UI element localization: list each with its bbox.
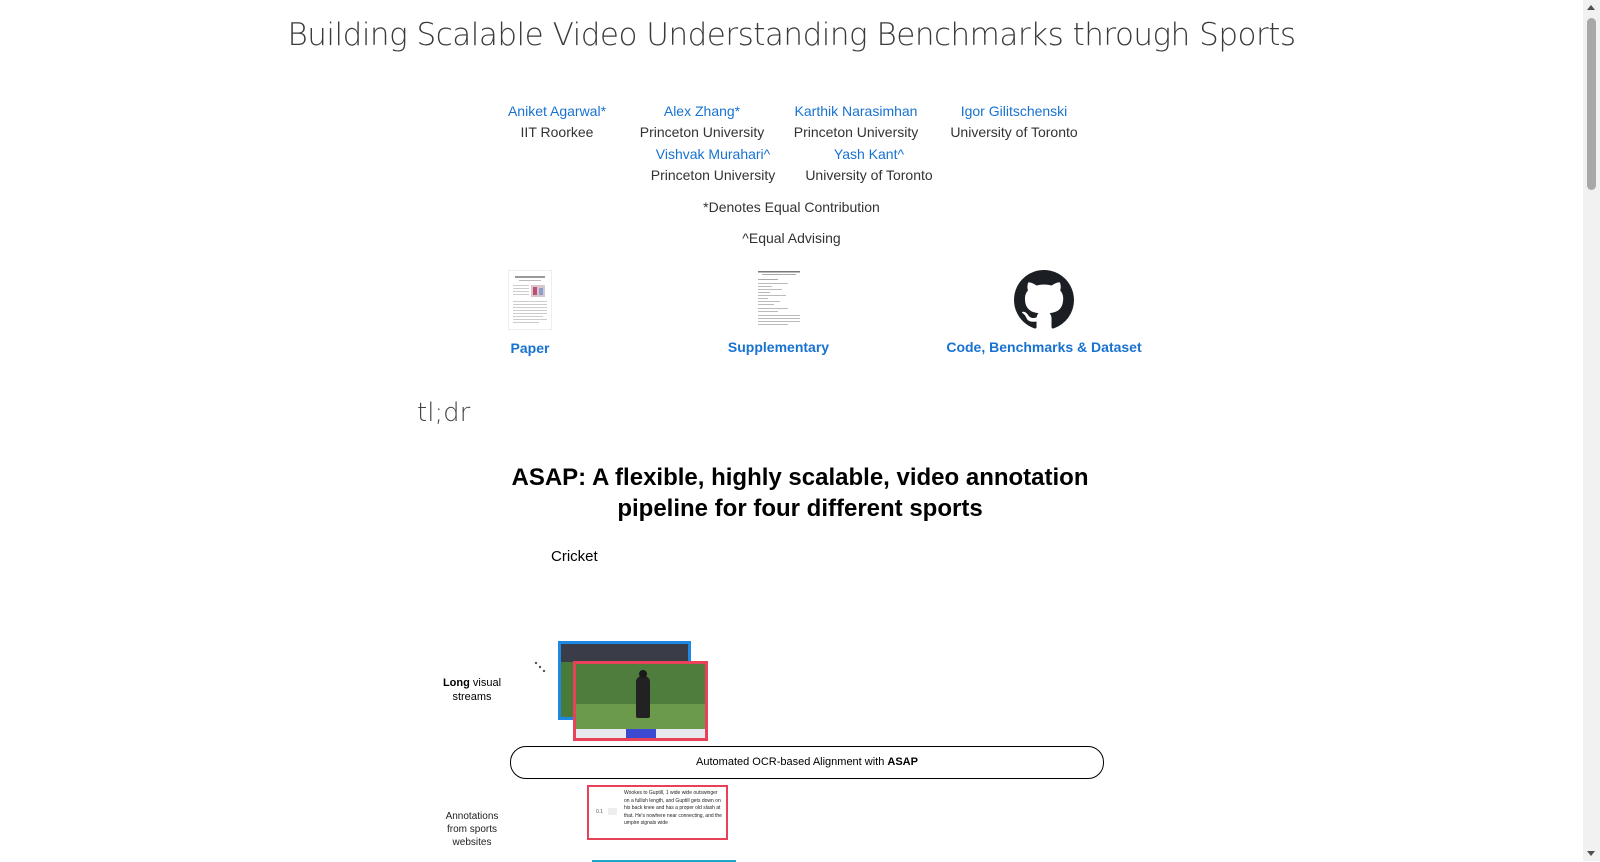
- pipeline-bold: ASAP: [887, 756, 918, 768]
- code-link[interactable]: Code, Benchmarks & Dataset: [946, 339, 1142, 355]
- author-link[interactable]: Igor Gilitschenski: [960, 103, 1068, 119]
- paper-link[interactable]: Paper: [510, 340, 550, 356]
- paper-thumbnail-icon[interactable]: [508, 270, 552, 330]
- author-link[interactable]: Vishvak Murahari^: [655, 146, 771, 162]
- author-link[interactable]: Alex Zhang*: [663, 103, 741, 119]
- video-frame-front: [573, 661, 708, 741]
- author-igor-gilitschenski: [942, 101, 1086, 143]
- equal-contribution-note: *Denotes Equal Contribution: [703, 199, 880, 215]
- page-title: Building Scalable Video Understanding Benchmarks through Sports: [287, 17, 1296, 53]
- author-link[interactable]: Yash Kant^: [833, 146, 905, 162]
- scroll-down-icon[interactable]: [1587, 851, 1595, 856]
- author-affiliation: Princeton University: [650, 167, 776, 183]
- author-affiliation: University of Toronto: [805, 167, 933, 183]
- author-affiliation: Princeton University: [639, 124, 765, 140]
- ellipsis-dots-icon: [533, 660, 549, 676]
- author-yash-kant: [797, 144, 941, 186]
- equal-advising-note: ^Equal Advising: [742, 230, 841, 246]
- author-affiliation: IIT Roorkee: [520, 124, 594, 140]
- scrollbar-thumb[interactable]: [1587, 18, 1596, 190]
- github-icon[interactable]: [1014, 270, 1074, 330]
- author-link[interactable]: Karthik Narasimhan: [794, 103, 918, 119]
- scroll-up-icon[interactable]: [1587, 5, 1595, 10]
- visual-streams-rest: visual streams: [452, 677, 502, 703]
- author-vishvak-murahari: [645, 144, 781, 186]
- alignment-pipeline-box: [510, 746, 1104, 779]
- figure-title: [0, 462, 1600, 524]
- annotation-card: [587, 785, 728, 840]
- supplementary-resource[interactable]: [711, 270, 846, 355]
- author-link[interactable]: Aniket Agarwal*: [507, 103, 607, 119]
- paper-resource[interactable]: [470, 270, 590, 356]
- scrollbar[interactable]: [1583, 0, 1600, 861]
- figure-title-text: ASAP: A flexible, highly scalable, video annotation pipeline for four different sports: [511, 464, 1089, 522]
- annotation-badge: [608, 808, 617, 815]
- supplementary-link[interactable]: Supplementary: [727, 339, 830, 355]
- annotations-label: Annotations from sports websites: [445, 811, 499, 848]
- annotation-text: Wookes to Guptill, 1 wide wide outswinger on a fullish length, and Guptill gets down on his back knee and has a proper old slash at that. He's nowhere near connecting, and the umpire signals wide: [624, 790, 722, 826]
- author-aniket-agarwal: [498, 101, 616, 143]
- author-alex-zhang: [634, 101, 770, 143]
- author-affiliation: University of Toronto: [950, 124, 1078, 140]
- visual-streams-bold: Long: [442, 677, 470, 689]
- supplementary-thumbnail-icon[interactable]: [754, 270, 804, 328]
- author-affiliation: Princeton University: [793, 124, 919, 140]
- author-karthik-narasimhan: [788, 101, 924, 143]
- pipeline-text: Automated OCR-based Alignment with: [696, 756, 888, 768]
- visual-streams-label: [436, 676, 508, 704]
- code-resource[interactable]: [944, 270, 1144, 355]
- tldr-heading: tl;dr: [417, 398, 471, 428]
- annotation-over: 0.1: [596, 809, 603, 815]
- sport-label: Cricket: [551, 548, 598, 565]
